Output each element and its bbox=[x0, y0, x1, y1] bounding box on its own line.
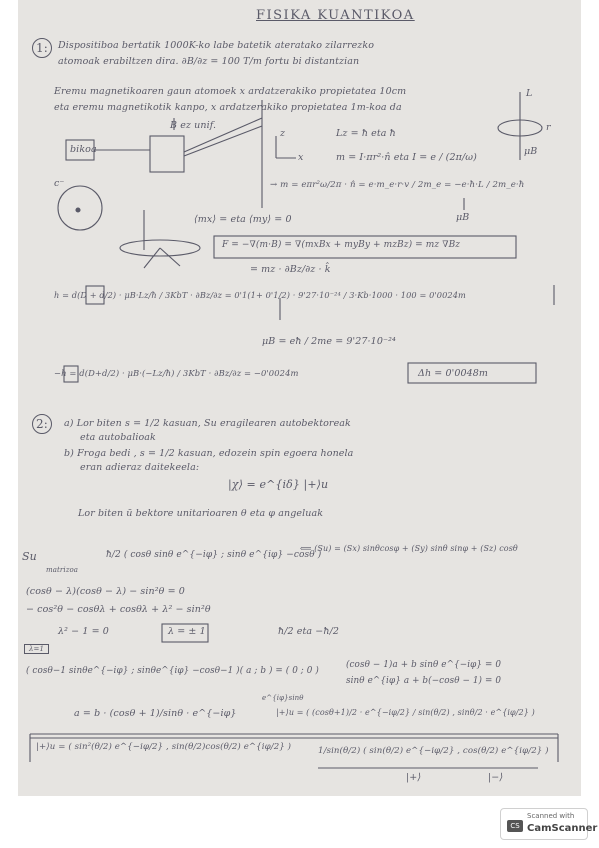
p1-intro-line-2: atomoak erabiltzen dira. ∂B/∂z = 100 T/m fortu bi distantzian bbox=[58, 56, 360, 67]
char-eq-1: (cosθ − λ)(cosθ − λ) − sin²θ = 0 bbox=[26, 586, 185, 597]
magnet-box bbox=[150, 136, 184, 172]
final-state: |+⟩u = ( sin²(θ/2) e^{−iφ/2} , sin(θ/2)cos(θ/2) e^{iφ/2} ) bbox=[36, 742, 292, 752]
system-eq-1: (cosθ − 1)a + b sinθ e^{−iφ} = 0 bbox=[346, 660, 502, 670]
camscanner-logo-icon: CS bbox=[507, 820, 523, 832]
label-z-axis: z bbox=[280, 128, 286, 139]
p1-intro-line-4: eta eremu magnetikotik kanpo, x ardatzerakiko propietatea 1m-koa da bbox=[54, 102, 402, 113]
eq-bohr-magneton: μB = eħ / 2me = 9'27·10⁻²⁴ bbox=[262, 336, 396, 347]
under-plus-label: |+⟩ bbox=[406, 772, 422, 783]
plus-state-vector: |+⟩u = ( (cosθ+1)/2 · e^{−iφ/2} / sin(θ/2) , sinθ/2 · e^{iφ/2} ) bbox=[276, 708, 535, 717]
system-matrix: ( cosθ−1 sinθe^{−iφ} ; sinθe^{iφ} −cosθ−1 )( a ; b ) = ( 0 ; 0 ) bbox=[26, 666, 319, 676]
eq-magnetic-moment-2: → m = eπr²ω/2π · n̂ = e·m_e·r·v / 2m_e = −e·ħ·L / 2m_e·ħ bbox=[270, 180, 525, 190]
p2-part-b-line-2: eran adieraz daitekeela: bbox=[80, 462, 200, 473]
badge-line-2: CamScanner bbox=[527, 823, 598, 834]
problem-1-number: 1: bbox=[32, 38, 52, 58]
eq-force-2: = mz · ∂Bz/∂z · k̂ bbox=[250, 264, 331, 275]
p2-part-a-line-2: eta autobalioak bbox=[80, 432, 156, 443]
label-oven: bikoa bbox=[70, 144, 97, 155]
lambda-tag: λ=1 bbox=[24, 644, 49, 654]
eq-magnetic-moment: m = I·πr²·n̂ eta I = e / (2π/ω) bbox=[336, 152, 477, 163]
su-sublabel: matrizoa bbox=[46, 566, 79, 574]
eq-expectation: ⟨mx⟩ = eta ⟨my⟩ = 0 bbox=[194, 214, 292, 225]
label-x-axis: x bbox=[298, 152, 304, 163]
label-l: L bbox=[526, 88, 533, 99]
char-eq-3: λ² − 1 = 0 bbox=[58, 626, 109, 637]
page-title: FISIKA KUANTIKOA bbox=[256, 8, 415, 23]
p2-part-a-line-1: a) Lor biten s = 1/2 kasuan, Su eragilearen autobektoreak bbox=[64, 418, 351, 429]
system-eq-2: sinθ e^{iφ} a + b(−cosθ − 1) = 0 bbox=[346, 676, 502, 686]
label-c: c⁻ bbox=[54, 178, 65, 189]
state-expression: |χ⟩ = e^{iδ} |+⟩u bbox=[228, 478, 329, 491]
p1-intro-line-3: Eremu magnetikoaren gaun atomoek x ardatzerakiko propietatea 10cm bbox=[54, 86, 407, 97]
eq-mu-b-label: μB bbox=[456, 212, 470, 223]
label-b-non-uniform: B ez unif. bbox=[170, 120, 217, 131]
problem-2-number: 2: bbox=[32, 414, 52, 434]
eq-deflection-minus-h: −h = d(D+d/2) · μB·(−Lz/ħ) / 3KbT · ∂Bz/∂z = −0'0024m bbox=[54, 368, 299, 378]
label-mu: μB bbox=[524, 146, 538, 157]
su-label: Su bbox=[22, 550, 37, 563]
eq-lz: Lz = ħ eta ħ bbox=[336, 128, 396, 139]
su-definition: ⟸ (Su) = (Sx) sinθcosφ + (Sy) sinθ sinφ + (Sz) cosθ bbox=[300, 544, 518, 553]
arrow-note: e^{iφ}sinθ bbox=[262, 694, 304, 702]
a-expression: a = b · (cosθ + 1)/sinθ · e^{−iφ} bbox=[74, 708, 237, 719]
scanned-page bbox=[18, 0, 581, 796]
final-state-normalized: 1/sin(θ/2) ( sin(θ/2) e^{−iφ/2} , cos(θ/2) e^{iφ/2} ) bbox=[318, 746, 549, 756]
eq-force: F = −∇(m·B) = ∇(mxBx + myBy + mzBz) = mz ∇Bz bbox=[222, 240, 461, 250]
camscanner-badge bbox=[500, 808, 598, 840]
label-r: r bbox=[546, 122, 551, 133]
eq-deflection-h: h = d(D + d/2) · μB·Lz/ħ / 3KbT · ∂Bz/∂z = 0'1(1+ 0'1/2) · 9'27·10⁻²⁴ / 3·Kb·1000 · 100 = 0'0024m bbox=[54, 290, 466, 300]
p2-caption: Lor biten ū bektore unitarioaren θ eta φ angeluak bbox=[78, 508, 324, 519]
atom-circle bbox=[58, 186, 102, 230]
p2-part-b-line-1: b) Froga bedi , s = 1/2 kasuan, edozein spin egoera honela bbox=[64, 448, 354, 459]
under-minus-label: |−⟩ bbox=[488, 772, 504, 783]
eigenvalue-lambda: λ = ± 1 bbox=[168, 626, 206, 637]
badge-line-1: Scanned with bbox=[527, 812, 575, 820]
eq-delta-h: Δh = 0'0048m bbox=[418, 368, 489, 379]
eigenvalues-hbar: ħ/2 eta −ħ/2 bbox=[278, 626, 340, 637]
char-eq-2: − cos²θ − cosθλ + cosθλ + λ² − sin²θ bbox=[26, 604, 211, 615]
p1-intro-line-1: Dispositiboa bertatik 1000K-ko labe batetik ateratako zilarrezko bbox=[58, 40, 375, 51]
su-matrix: ħ/2 ( cosθ sinθ e^{−iφ} ; sinθ e^{iφ} −cosθ ) bbox=[106, 550, 322, 560]
